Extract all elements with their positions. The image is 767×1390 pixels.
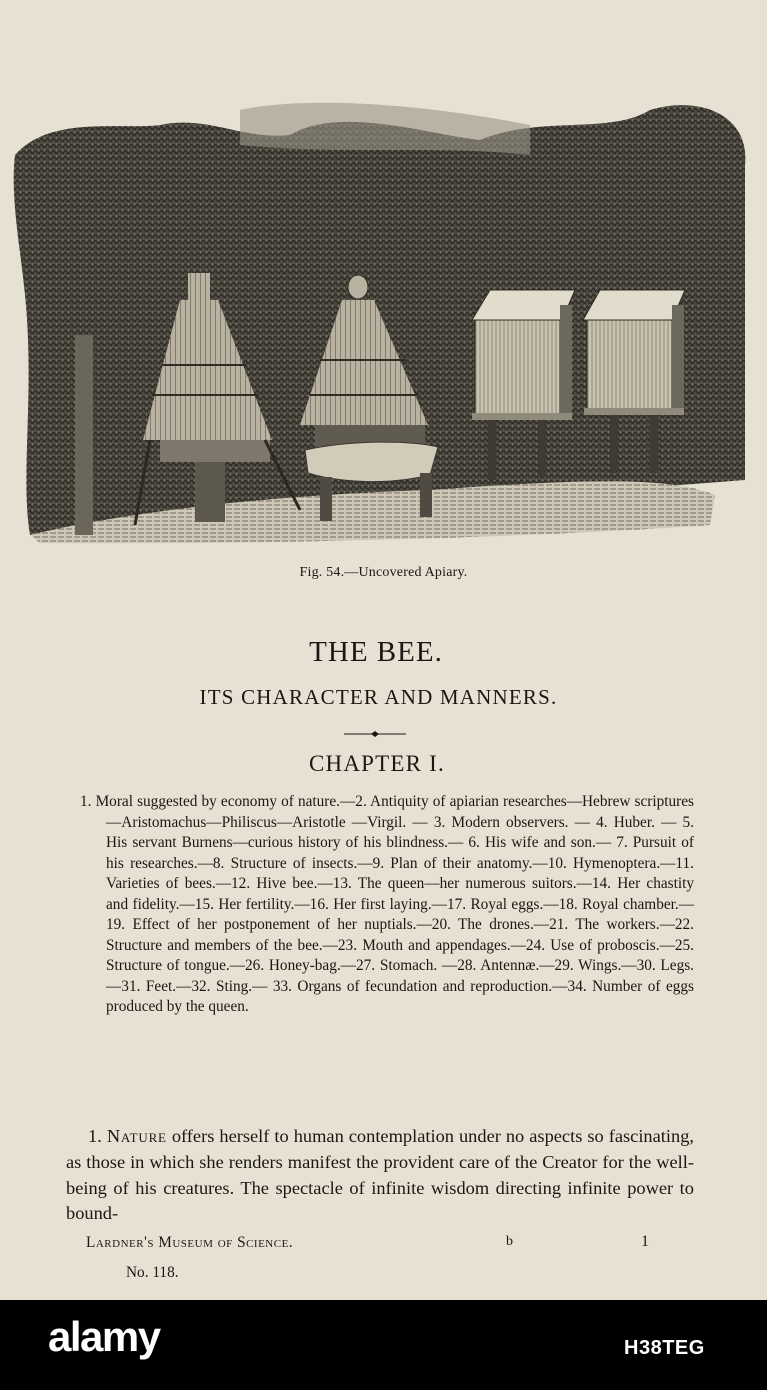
summary-text: 1. Moral suggested by economy of nature.—2. Antiquity of apiarian researches—Hebrew scriptures—Aristomachus—Philiscus—Aristotle —Virgil. — 3. Modern observers. — 4. Huber. — 5. His servant Burnens—curious history of his blindness.— 6. His wife and son.— 7. Pursuit of his researches.—8. Structure of insects.—9. Plan of their anatomy.—10. Hymenoptera.—11. Varieties of bees.—12. Hive bee.—13. The queen—her numerous suitors.—14. Her chastity and fidelity.—15. Her fertility.—16. Her first laying.—17. Royal eggs.—18. Royal chamber.—19. Effect of her postponement of her nuptials.—20. The drones.—21. The workers.—22. Structure and members of the bee.—23. Mouth and appendages.—24. Use of proboscis.—25. Structure of tongue.—26. Honey-bag.—27. Stomach. —28. Antennæ.—29. Wings.—30. Legs.—31. Feet.—32. Sting.— 33. Organs of fecundation and reproduction.—34. Number of eggs produced by the queen. [80, 793, 694, 1015]
paragraph-number: 1. [88, 1126, 102, 1146]
book-subtitle: ITS CHARACTER AND MANNERS. [199, 685, 558, 709]
signature-mark: b [506, 1234, 513, 1249]
paragraph-text: offers herself to human contemplation under no aspects so fascinating, as those in which she renders manifest the provident care of the Creator for the well-being of his creatures. The spectacle of infinite wisdom directing infinite power to bound- [66, 1126, 694, 1224]
figure-caption: Fig. 54.—Uncovered Apiary. [299, 565, 468, 580]
watermark-logo: alamy [48, 1313, 160, 1360]
series-title: Lardner's Museum of Science. [86, 1234, 294, 1251]
body-paragraph [66, 1124, 694, 1227]
issue-number: No. 118. [126, 1264, 179, 1281]
book-title: THE BEE. [309, 636, 443, 668]
watermark-code: H38TEG [624, 1337, 705, 1359]
page-number: 1 [641, 1233, 649, 1250]
chapter-heading: CHAPTER I. [309, 751, 445, 776]
chapter-summary [66, 792, 694, 1018]
lead-word: Nature [106, 1126, 167, 1146]
ornament-rule [344, 731, 406, 737]
apiary-engraving [10, 95, 755, 550]
